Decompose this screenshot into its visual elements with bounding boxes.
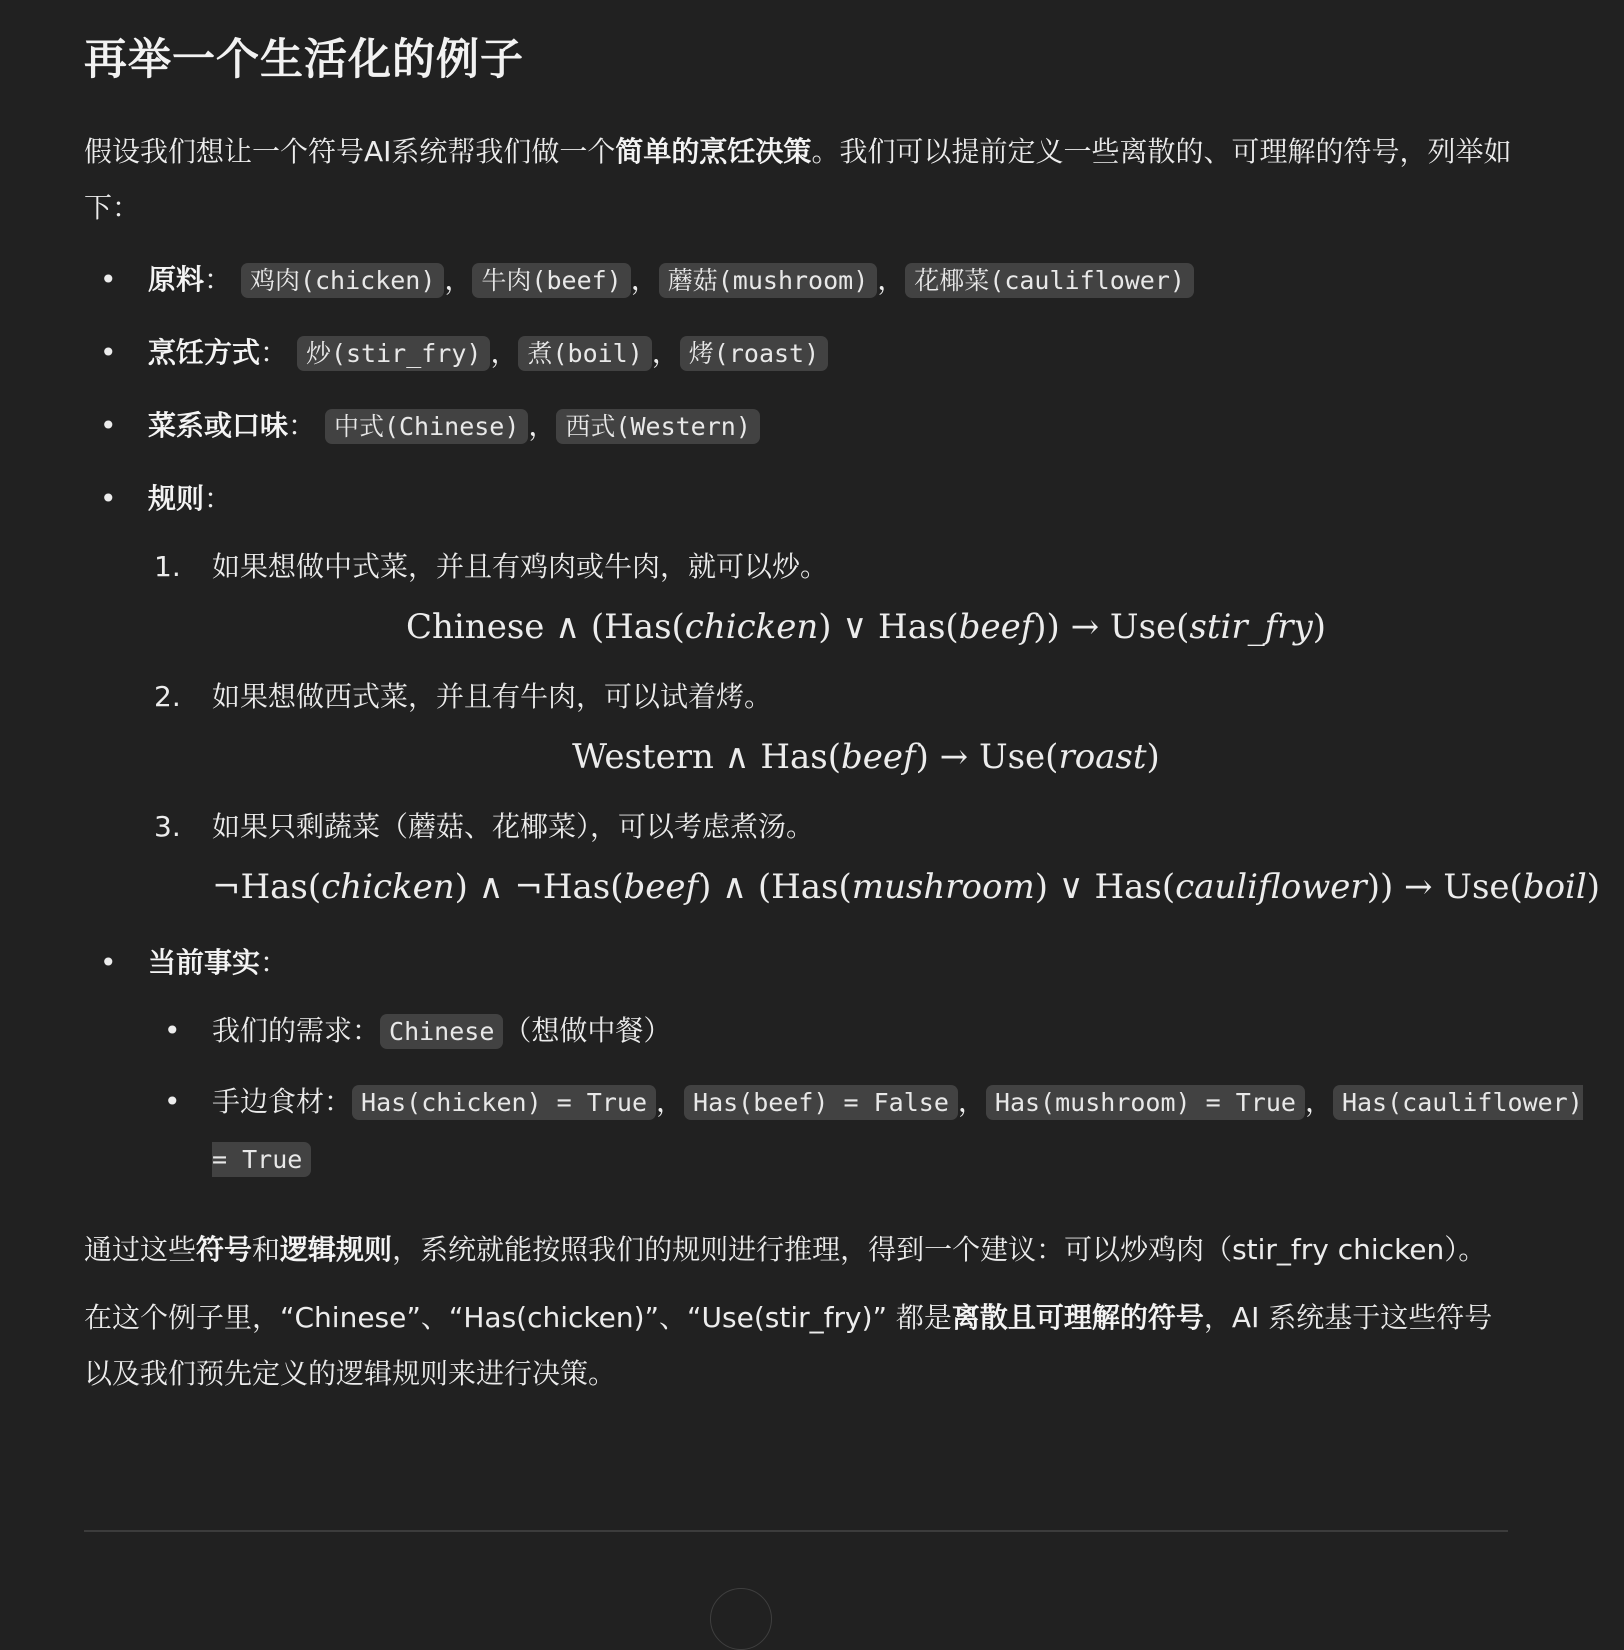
label-colon: ： (204, 482, 233, 515)
summary-text: ，AI 系统基于这些符号以及我们预先定义的逻辑规则来进行决策。 (84, 1301, 1493, 1390)
facts-label: 当前事实 (148, 946, 261, 979)
rule-number: 3. (154, 810, 181, 843)
section-divider (84, 1530, 1508, 1532)
summary-paragraph (84, 1290, 1514, 1402)
intro-paragraph (84, 124, 1514, 236)
list-item-rules (84, 471, 1601, 919)
code-has-mushroom: Has(mushroom) = True (986, 1085, 1305, 1120)
code-need: Chinese (380, 1014, 503, 1049)
comma: ， (651, 336, 680, 369)
code-chinese: 中式(Chinese) (325, 409, 528, 444)
code-western: 西式(Western) (556, 409, 759, 444)
food-label: 手边食材： (212, 1085, 353, 1118)
comma: ， (630, 263, 659, 296)
bullet-icon: • (100, 946, 117, 979)
message-content (84, 0, 1601, 1402)
code-has-beef: Has(beef) = False (684, 1085, 958, 1120)
rules-label: 规则 (148, 482, 205, 515)
code-has-chicken: Has(chicken) = True (352, 1085, 656, 1120)
rule-text: 如果想做中式菜，并且有鸡肉或牛肉，就可以炒。 (212, 550, 829, 583)
need-label: 我们的需求： (212, 1014, 381, 1047)
code-roast: 烤(roast) (680, 336, 828, 371)
comma: ， (490, 336, 519, 369)
list-item-methods (84, 325, 1584, 382)
comma: ， (1304, 1085, 1333, 1118)
comma: ， (444, 263, 473, 296)
code-mushroom: 蘑菇(mushroom) (659, 263, 878, 298)
label-colon: ： (260, 946, 289, 979)
intro-bold: 简单的烹饪决策 (615, 135, 812, 168)
conclusion-text: 通过这些 (84, 1233, 197, 1266)
conclusion-text: ，系统就能按照我们的规则进行推理，得到一个建议：可以炒鸡肉（stir_fry chicken）。 (392, 1233, 1487, 1266)
rules-list (148, 539, 1601, 919)
rule-number: 1. (154, 550, 181, 583)
rule-formula-2: Western ∧ Has(beef) → Use(roast) (572, 737, 1160, 777)
code-has-cauliflower: Has(cauliflower) = True (212, 1085, 1583, 1177)
fact-need-text (148, 1003, 1584, 1060)
summary-text: 在这个例子里，“Chinese”、“Has(chicken)”、“Use(stir_fry)” 都是 (84, 1301, 952, 1334)
conclusion-text: 和 (252, 1233, 281, 1266)
rule-item-2 (84, 669, 1584, 789)
fact-food-text (148, 1074, 1584, 1188)
bullet-icon: • (100, 336, 117, 369)
comma: ， (528, 409, 557, 442)
rule-text: 如果想做西式菜，并且有牛肉，可以试着烤。 (212, 680, 773, 713)
rule-formula-3: ¬Has(chicken) ∧ ¬Has(beef) ∧ (Has(mushroom) ∨ Has(cauliflower)) → Use(boil) (212, 867, 1601, 907)
facts-list (148, 1003, 1584, 1188)
code-cauliflower: 花椰菜(cauliflower) (905, 263, 1194, 298)
bullet-icon: • (100, 409, 117, 442)
bullet-icon: • (100, 263, 117, 296)
conclusion-paragraph (84, 1222, 1514, 1278)
code-boil: 煮(boil) (518, 336, 651, 371)
comma: ， (957, 1085, 986, 1118)
fact-need (84, 1003, 1584, 1060)
intro-text-before: 假设我们想让一个符号AI系统帮我们做一个 (84, 135, 616, 168)
rule-item-1 (84, 539, 1584, 659)
scroll-down-button[interactable] (710, 1588, 772, 1650)
code-beef: 牛肉(beef) (472, 263, 630, 298)
cuisine-label: 菜系或口味 (148, 409, 289, 442)
code-stir-fry: 炒(stir_fry) (297, 336, 491, 371)
symbol-list (84, 252, 1601, 1188)
code-chicken: 鸡肉(chicken) (241, 263, 444, 298)
rule-text: 如果只剩蔬菜（蘑菇、花椰菜），可以考虑煮汤。 (212, 810, 815, 843)
comma: ， (656, 1085, 685, 1118)
label-colon: ： (288, 409, 317, 442)
rule-formula-1: Chinese ∧ (Has(chicken) ∨ Has(beef)) → Use(stir_fry) (406, 607, 1326, 647)
ingredients-label: 原料 (148, 263, 205, 296)
label-colon: ： (204, 263, 233, 296)
bullet-icon: • (164, 1085, 181, 1118)
section-heading: 再举一个生活化的例子 (84, 35, 524, 85)
list-item-facts (84, 935, 1584, 1188)
label-colon: ： (260, 336, 289, 369)
fact-food (84, 1074, 1584, 1188)
list-item-ingredients (84, 252, 1584, 309)
comma: ， (877, 263, 906, 296)
need-note: （想做中餐） (503, 1014, 672, 1047)
conclusion-bold-rules: 逻辑规则 (280, 1233, 393, 1266)
rule-item-3 (84, 799, 1601, 919)
intro-text-after: 。我们可以提前定义一些离散的、可理解的符号，列举如下： (84, 135, 1512, 224)
methods-label: 烹饪方式 (148, 336, 261, 369)
conclusion-bold-symbols: 符号 (196, 1233, 253, 1266)
list-item-cuisine (84, 398, 1584, 455)
bullet-icon: • (164, 1014, 181, 1047)
rule-number: 2. (154, 680, 181, 713)
bullet-icon: • (100, 482, 117, 515)
summary-bold: 离散且可理解的符号 (951, 1301, 1204, 1334)
